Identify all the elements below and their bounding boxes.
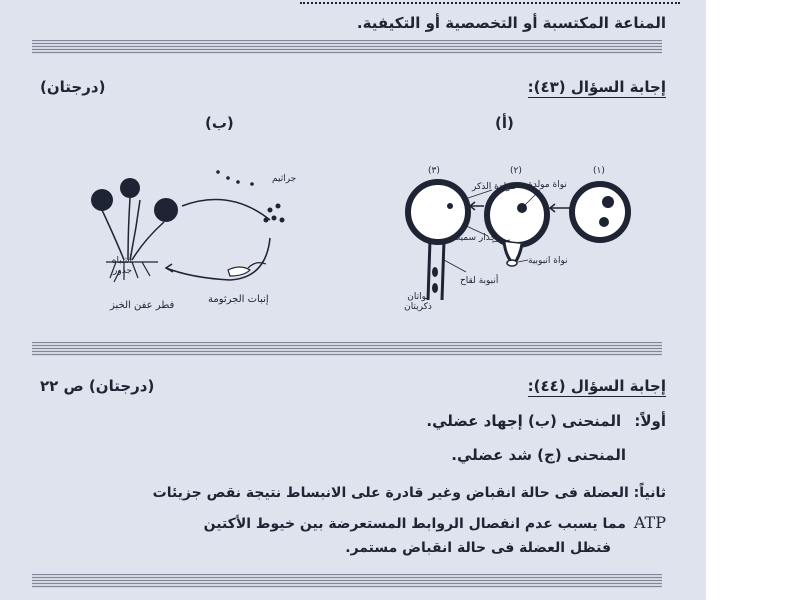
second-line-2-text: مما يسبب عدم انفصال الروابط المستعرضة بين خيوط الأكتين <box>203 516 626 532</box>
pollen-grain-stage-1 <box>572 184 628 240</box>
pollen-tube-label: أنبوبة لقاح <box>460 276 499 286</box>
q43-heading: إجابة السؤال (٤٣): <box>527 78 666 96</box>
male-nuclei-label: نواتان ذكريتان <box>404 292 432 312</box>
q44-heading: إجابة السؤال (٤٤): <box>527 377 666 395</box>
q43-marks: (درجتان) <box>40 78 106 96</box>
figure-b-label: (ب) <box>205 114 234 132</box>
sporangium <box>120 178 140 198</box>
first-prefix: أولاً: <box>634 412 666 430</box>
cropped-top-line <box>300 0 680 4</box>
intro-line: المناعة المكتسبة أو التخصصية أو التكيفية. <box>356 14 666 32</box>
sporangium <box>91 189 113 211</box>
section-divider-2 <box>32 342 662 356</box>
generative-nucleus-label: نواة مولدة <box>528 180 567 190</box>
spores-label: جراثيم <box>272 174 297 184</box>
second-line-3: فتظل العضلة فى حالة انقباض مستمر. <box>345 540 611 556</box>
spore-germination-label: إنبات الجرثومة <box>208 294 269 305</box>
curve-b-answer: المنحنى (ب) إجهاد عضلي. <box>426 412 622 430</box>
bread-mould-fungus-label: فطر عفن الخبز <box>110 300 175 311</box>
second-line-2 <box>204 513 666 532</box>
section-divider-1 <box>32 40 662 54</box>
second-line-1: ثانياً: العضلة فى حالة انقباض وغير قادرة على الانبساط نتيجة نقص جزيئات <box>152 485 666 501</box>
stage-2-label: (٢) <box>510 166 522 176</box>
atp-term: ATP <box>633 513 666 532</box>
figure-a-label: (أ) <box>495 114 514 132</box>
male-generative-label: مولدة الذكر <box>472 182 516 192</box>
q44-marks: (درجتان) ص ٢٢ <box>40 377 155 395</box>
section-divider-3 <box>32 574 662 588</box>
thick-wall-label: جدار سميك <box>453 233 497 243</box>
stage-3-label: (٣) <box>428 166 440 176</box>
stage-1-label: (١) <box>593 166 605 176</box>
curve-c-answer: المنحنى (ج) شد عضلي. <box>451 446 626 464</box>
tube-nucleus-label: نواة انبوبية <box>528 256 568 266</box>
rhizoids-label: أشباه جذور <box>111 256 132 276</box>
sporangium <box>154 198 178 222</box>
answer-first-row <box>426 412 666 430</box>
bread-mould-diagram <box>80 160 300 300</box>
